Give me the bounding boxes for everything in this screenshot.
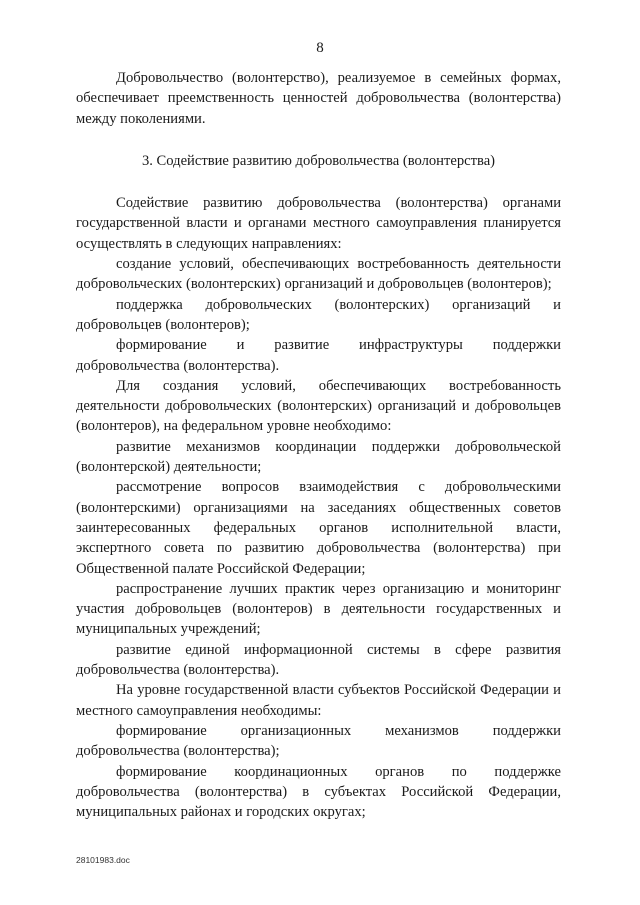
paragraph: На уровне государственной власти субъектов Российской Федерации и местного самоуправления необходимы:: [76, 682, 561, 719]
list-item: формирование координационных органов по поддержке добровольчества (волонтерства) в субъектах Российской Федерации, муниципальных районах и городских округах;: [76, 763, 561, 821]
list-item: создание условий, обеспечивающих востребованность деятельности добровольческих (волонтерских) организаций и добровольцев (волонтеров);: [76, 256, 561, 293]
paragraph-intro: Добровольчество (волонтерство), реализуемое в семейных формах, обеспечивает преемственность ценностей добровольчества (волонтерства) между поколениями.: [76, 70, 561, 127]
list-item: формирование и развитие инфраструктуры поддержки добровольчества (волонтерства).: [76, 337, 561, 374]
section-heading: 3. Содействие развитию добровольчества (волонтерства): [141, 152, 496, 169]
document-filename: 28101983.doc: [76, 855, 130, 865]
list-item: рассмотрение вопросов взаимодействия с добровольческими (волонтерскими) организациями на заседаниях общественных советов заинтересованных федеральных органов исполнительной власти, экспертного совета по развитию добровольчества (волонтерства) при Общественной палате Российской Федерации;: [76, 479, 561, 577]
list-item: формирование организационных механизмов поддержки добровольчества (волонтерства);: [76, 722, 561, 760]
list-item: поддержка добровольческих (волонтерских) организаций и добровольцев (волонтеров);: [76, 296, 561, 333]
document-body: [76, 68, 561, 822]
list-item: развитие механизмов координации поддержки добровольческой (волонтерской) деятельности;: [76, 438, 561, 476]
paragraph: Содействие развитию добровольчества (волонтерства) органами государственной власти и органами местного самоуправления планируется осуществлять в следующих направлениях:: [76, 195, 561, 252]
list-item: распространение лучших практик через организацию и мониторинг участия добровольцев (волонтеров) в деятельности государственных и муниципальных учреждений;: [76, 580, 561, 638]
list-item: развитие единой информационной системы в сфере развития добровольчества (волонтерства).: [76, 641, 561, 679]
paragraph: Для создания условий, обеспечивающих востребованность деятельности добровольческих (волонтерских) организаций и добровольцев (волонтеров), на федеральном уровне необходимо:: [76, 377, 561, 435]
page-number: 8: [316, 40, 324, 56]
